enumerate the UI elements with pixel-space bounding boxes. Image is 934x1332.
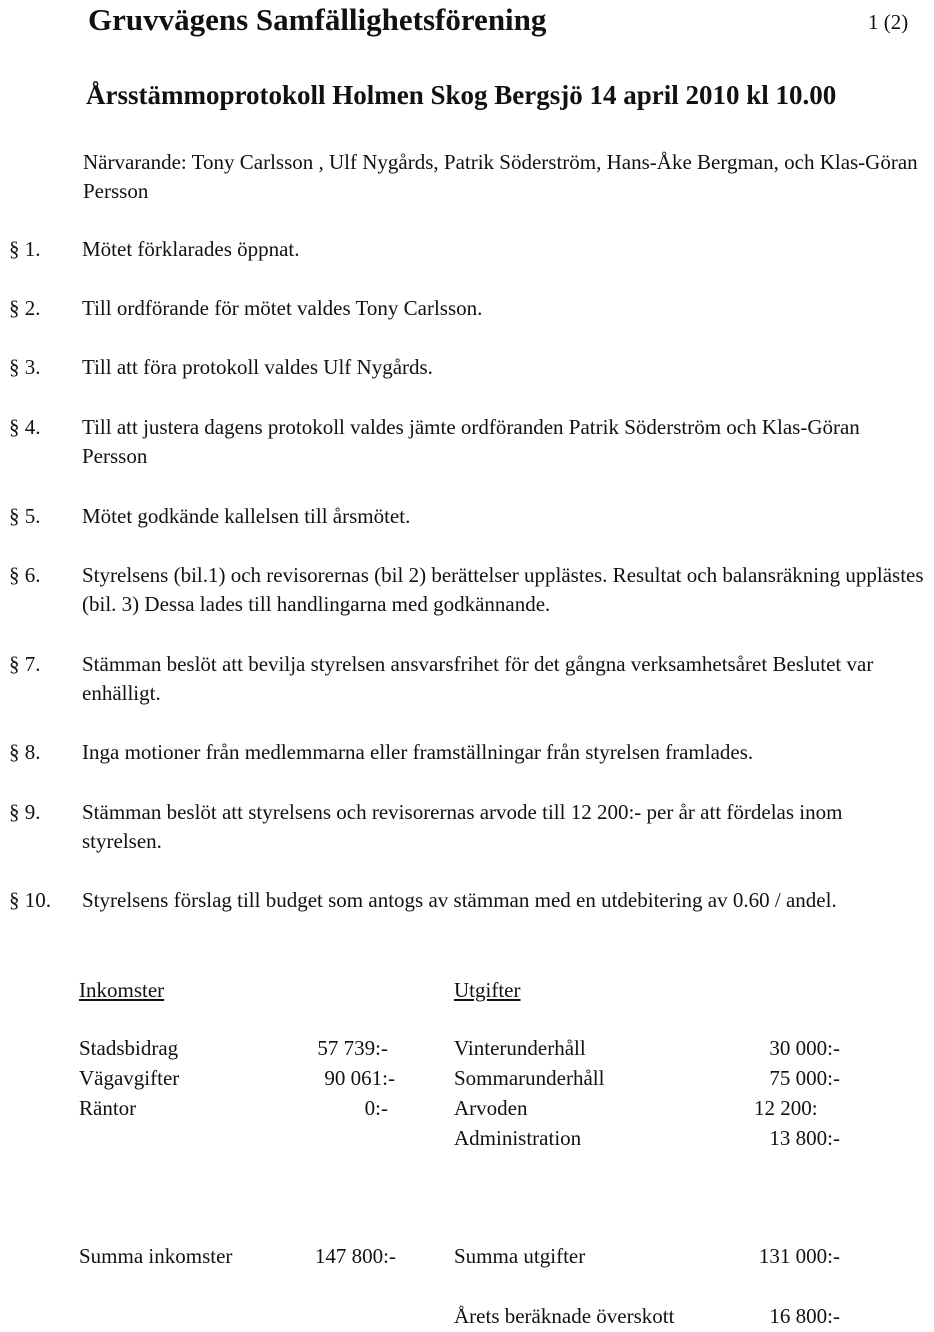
section-text: Till att föra protokoll valdes Ulf Nygårds. xyxy=(82,355,433,379)
section-number: § 10. xyxy=(9,888,51,912)
income-total-label: Summa inkomster xyxy=(79,1244,233,1268)
expense-amount: 30 000:- xyxy=(769,1036,840,1060)
income-total-amount: 147 800:- xyxy=(314,1244,396,1268)
section-text: Mötet godkände kallelsen till årsmötet. xyxy=(82,504,411,528)
expense-label: Administration xyxy=(454,1126,582,1150)
section-number: § 4. xyxy=(9,415,41,439)
expense-amount: 13 800:- xyxy=(769,1126,840,1150)
income-label: Stadsbidrag xyxy=(79,1036,179,1060)
section-number: § 2. xyxy=(9,296,41,320)
section-text: Inga motioner från medlemmarna eller framställningar från styrelsen framlades. xyxy=(82,740,754,764)
expense-total-label: Summa utgifter xyxy=(454,1244,586,1268)
surplus-amount: 16 800:- xyxy=(769,1304,840,1328)
section-text: Mötet förklarades öppnat. xyxy=(82,237,300,261)
section-text: Styrelsens förslag till budget som antogs av stämman med en utdebitering av 0.60 / andel. xyxy=(82,888,837,912)
page-number: 1 (2) xyxy=(868,10,909,34)
expense-label: Arvoden xyxy=(454,1096,528,1120)
income-amount: 90 061:- xyxy=(324,1066,395,1090)
section-text: Stämman beslöt att styrelsens och revisorernas arvode till 12 200:- per år att fördelas inom styrelsen. xyxy=(82,800,843,853)
income-label: Vägavgifter xyxy=(79,1066,180,1090)
section-text: Till ordförande för mötet valdes Tony Carlsson. xyxy=(82,296,483,320)
surplus-label: Årets beräknade överskott xyxy=(454,1304,675,1328)
section-number: § 3. xyxy=(9,355,41,379)
document-heading: Årsstämmoprotokoll Holmen Skog Bergsjö 14 april 2010 kl 10.00 xyxy=(86,80,837,110)
section-number: § 1. xyxy=(9,237,41,261)
expense-label: Sommarunderhåll xyxy=(454,1066,605,1090)
section-text: Till att justera dagens protokoll valdes jämte ordföranden Patrik Söderström och Klas-Göran Persson xyxy=(82,415,860,468)
section-text: Stämman beslöt att bevilja styrelsen ansvarsfrihet för det gångna verksamhetsåret Beslutet var enhälligt. xyxy=(82,652,874,705)
income-heading: Inkomster xyxy=(79,978,165,1002)
expense-amount: 12 200: xyxy=(754,1096,818,1120)
section-number: § 6. xyxy=(9,563,41,587)
income-label: Räntor xyxy=(79,1096,137,1120)
expense-heading: Utgifter xyxy=(454,978,521,1002)
section-number: § 5. xyxy=(9,504,41,528)
expense-total-amount: 131 000:- xyxy=(758,1244,840,1268)
expense-amount: 75 000:- xyxy=(769,1066,840,1090)
section-number: § 7. xyxy=(9,652,41,676)
attendees-paragraph: Närvarande: Tony Carlsson , Ulf Nygårds, Patrik Söderström, Hans-Åke Bergman, och Klas-Göran Persson xyxy=(83,150,918,203)
income-amount: 0:- xyxy=(364,1096,388,1120)
section-number: § 9. xyxy=(9,800,41,824)
expense-label: Vinterunderhåll xyxy=(454,1036,586,1060)
section-text: Styrelsens (bil.1) och revisorernas (bil 2) berättelser upplästes. Resultat och balansräkning upplästes (bil. 3) Dessa lades till handlingarna med godkännande. xyxy=(82,563,924,616)
organization-name: Gruvvägens Samfällighetsförening xyxy=(88,2,547,37)
section-number: § 8. xyxy=(9,740,41,764)
income-amount: 57 739:- xyxy=(317,1036,388,1060)
